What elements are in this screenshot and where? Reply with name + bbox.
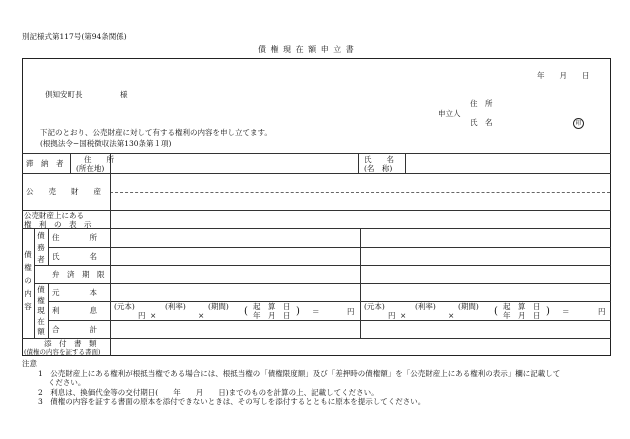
due-date-label: 弁 済 期 限	[52, 270, 105, 279]
rule-due-bottom	[34, 283, 611, 284]
date-field[interactable]: 年 月 日	[537, 71, 590, 80]
notes-heading: 注意	[22, 359, 37, 368]
taxpayer-name-sub: (名 称)	[364, 164, 393, 173]
rule-label-column	[110, 153, 111, 356]
applicant-label: 申立人	[438, 109, 461, 118]
rule-two-columns	[360, 228, 361, 338]
rule-debtor-col-1	[48, 228, 49, 265]
debtor-name-label: 氏 名	[52, 252, 97, 261]
note-2: 2 利息は、換価代金等の交付期日( 年 月 日)までのものを計算の上、記載してください。	[38, 388, 379, 397]
rule-debtor-col-2	[48, 283, 49, 338]
principal-label: 元 本	[52, 288, 97, 297]
note-3: 3 債権の内容を証する書面の原本を添付できないときは、その写しを添付するとともに原本を提示してください。	[38, 397, 426, 406]
rule-name-split	[358, 153, 359, 173]
rule-interest-bottom	[48, 320, 611, 321]
debtor-label: 債務者	[37, 231, 45, 264]
document-title: 債 権 現 在 額 申 立 書	[258, 45, 355, 54]
taxpayer-address-sub: (所在地)	[76, 164, 105, 173]
attachment-sub: (債権の内容を証する書面)	[24, 348, 101, 356]
legal-basis: (根拠法令−国税徴収法第130条第１項)	[40, 139, 172, 148]
current-amount-label: 債権現在額	[37, 285, 45, 336]
note-1: 1 公売財産上にある権利が根抵当権である場合には、根抵当権の「債権限度額」及び「差押時の債権額」を「公売財産上にある権利の表示」欄に記載して	[38, 369, 561, 378]
form-number: 別記様式第117号(第94条関係)	[22, 32, 127, 41]
interest-label: 利 息	[52, 306, 97, 315]
addressee: 倶知安町長 様	[45, 90, 128, 99]
rule-claim-col	[34, 228, 35, 338]
taxpayer-address-label: 住 所	[84, 155, 114, 164]
rule-taxpayer-split	[70, 153, 71, 173]
rights-label-2: 権 利 の 表 示	[24, 220, 92, 229]
total-label: 合 計	[52, 325, 97, 334]
note-1-cont: ください。	[38, 378, 86, 387]
rule-name-bottom	[34, 265, 611, 266]
attachment-label: 添 付 書 類	[44, 339, 97, 348]
taxpayer-label: 滞 納 者	[26, 159, 64, 168]
debtor-address-label: 住 所	[52, 233, 97, 242]
statement: 下記のとおり、公売財産に対して有する権利の内容を申し立てます。	[40, 128, 272, 137]
seal-mark: 印	[573, 118, 584, 129]
claim-content-label: 債権の内容	[24, 250, 32, 311]
property-label: 公 売 財 産	[26, 187, 101, 196]
rule-property-mid	[110, 192, 610, 193]
rule-name-value-split	[405, 153, 406, 173]
rule-address-bottom	[48, 247, 611, 248]
applicant-name-label: 氏 名	[470, 118, 493, 127]
applicant-address-label: 住 所	[470, 99, 493, 108]
taxpayer-name-label: 氏 名	[364, 155, 394, 164]
rights-label-1: 公売財産上にある	[24, 211, 84, 220]
